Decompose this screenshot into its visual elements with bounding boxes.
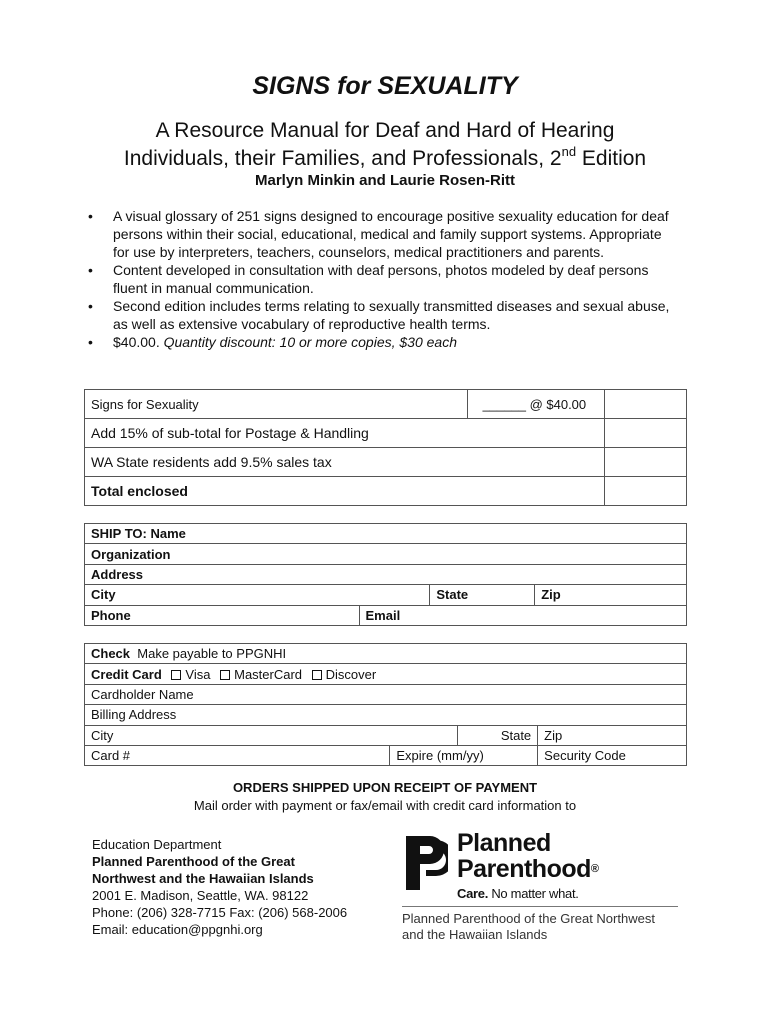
mastercard-checkbox[interactable] [220,670,230,680]
mastercard-label: MasterCard [234,666,303,682]
table-row [85,544,687,564]
quantity-price-field[interactable]: ______ @ $40.00 [468,390,605,419]
phone-field[interactable]: Phone [85,605,360,625]
organization-name-line-1: Planned Parenthood of the Great [92,854,295,869]
bullet-icon: • [88,298,93,314]
ship-to-table [84,523,687,626]
payment-table [84,643,687,766]
card-number-field[interactable]: Card # [85,745,390,765]
tax-amount-field[interactable] [605,448,687,477]
credit-card-row [85,664,687,684]
postage-label: Add 15% of sub-total for Postage & Handling [85,419,605,448]
mail-order-note: Mail order with payment or fax/email with credit card information to [193,798,577,813]
logo-word-parenthood: Parenthood® [457,855,599,883]
authors: Marlyn Minkin and Laurie Rosen-Ritt [254,172,516,189]
logo-wordmark [457,830,599,882]
billing-city-field[interactable]: City [85,725,458,745]
bullet-item [88,333,678,351]
table-row [85,684,687,704]
state-field[interactable]: State [430,585,535,605]
discover-label: Discover [325,666,377,682]
city-field[interactable]: City [85,585,430,605]
page-title: SIGNS for SEXUALITY [252,72,518,100]
order-table [84,389,687,506]
table-row [85,664,687,684]
cardholder-name-field[interactable]: Cardholder Name [85,684,687,704]
pp-logo-icon [402,832,448,894]
table-row [85,605,687,625]
subtitle-line-2-text: Individuals, their Families, and Professionals, 2 [123,147,562,170]
subtitle [0,117,770,173]
zip-field[interactable]: Zip [535,585,687,605]
logo-divider [402,906,678,907]
item-label: Signs for Sexuality [85,390,468,419]
quantity-discount-note: Quantity discount: 10 or more copies, $30 each [163,334,458,350]
item-subtotal-field[interactable] [605,390,687,419]
discover-checkbox[interactable] [312,670,322,680]
organization-name-line-2: Northwest and the Hawaiian Islands [92,871,314,886]
table-row [85,390,687,419]
planned-parenthood-logo [402,828,682,948]
bullet-item [88,297,678,333]
tax-label: WA State residents add 9.5% sales tax [85,448,605,477]
table-row [85,585,687,605]
bullet-text: Second edition includes terms relating to sexually transmitted diseases and sexual abuse, as well as extensive vocabulary of reproductive health terms. [113,298,670,332]
bullet-item [88,261,678,297]
edition-superscript: nd [561,144,577,159]
table-row [85,564,687,584]
subtitle-line-1: A Resource Manual for Deaf and Hard of Hearing [155,119,615,142]
billing-state-field[interactable]: State [458,725,538,745]
bullet-text: A visual glossary of 251 signs designed to encourage positive sexuality education for deaf persons within their social, educational, medical and family support systems. Appropriate for use by interpreters, teachers, counselors, medical practitioners and parents. [113,208,669,260]
bullet-text: Content developed in consultation with deaf persons, photos modeled by deaf persons fluent in manual communication. [113,262,649,296]
registered-mark: ® [590,863,599,875]
organization-field[interactable]: Organization [85,544,687,564]
check-note: Make payable to PPGNHI [137,646,287,662]
logo-affiliate-name [402,911,655,943]
table-row [85,705,687,725]
subtitle-edition: Edition [576,147,647,170]
check-label: Check [91,646,131,662]
bullet-icon: • [88,262,93,278]
bullet-item [88,207,678,261]
bullet-list [88,207,678,351]
phone-fax: Phone: (206) 328-7715 Fax: (206) 568-2006 [92,905,348,920]
credit-card-label: Credit Card [91,666,162,682]
postage-amount-field[interactable] [605,419,687,448]
bullet-text [113,333,678,351]
orders-shipped-note: ORDERS SHIPPED UPON RECEIPT OF PAYMENT [232,780,538,795]
table-row [85,725,687,745]
email-field[interactable]: Email [359,605,686,625]
mailing-address [92,836,347,938]
affiliate-line-2: and the Hawaiian Islands [402,927,548,942]
logo-tagline: Care. No matter what. [457,886,579,901]
bullet-icon: • [88,334,93,350]
table-row [85,448,687,477]
address-field[interactable]: Address [85,564,687,584]
table-row [85,419,687,448]
billing-address-field[interactable]: Billing Address [85,705,687,725]
expiration-field[interactable]: Expire (mm/yy) [390,745,538,765]
table-row [85,644,687,664]
visa-checkbox[interactable] [171,670,181,680]
subtitle-line-2 [0,145,770,173]
ship-name-field[interactable]: SHIP TO: Name [85,524,687,544]
total-label: Total enclosed [85,477,605,506]
affiliate-line-1: Planned Parenthood of the Great Northwest [402,911,655,926]
bullet-icon: • [88,208,93,224]
table-row [85,524,687,544]
contact-email: Email: education@ppgnhi.org [92,922,263,937]
table-row [85,745,687,765]
price: $40.00. [113,334,160,350]
logo-word-planned: Planned [457,829,551,857]
security-code-field[interactable]: Security Code [538,745,687,765]
billing-zip-field[interactable]: Zip [538,725,687,745]
street-address: 2001 E. Madison, Seattle, WA. 98122 [92,888,309,903]
table-row [85,477,687,506]
check-option[interactable] [85,644,687,664]
total-amount-field[interactable] [605,477,687,506]
department: Education Department [92,837,222,852]
visa-label: Visa [185,666,211,682]
